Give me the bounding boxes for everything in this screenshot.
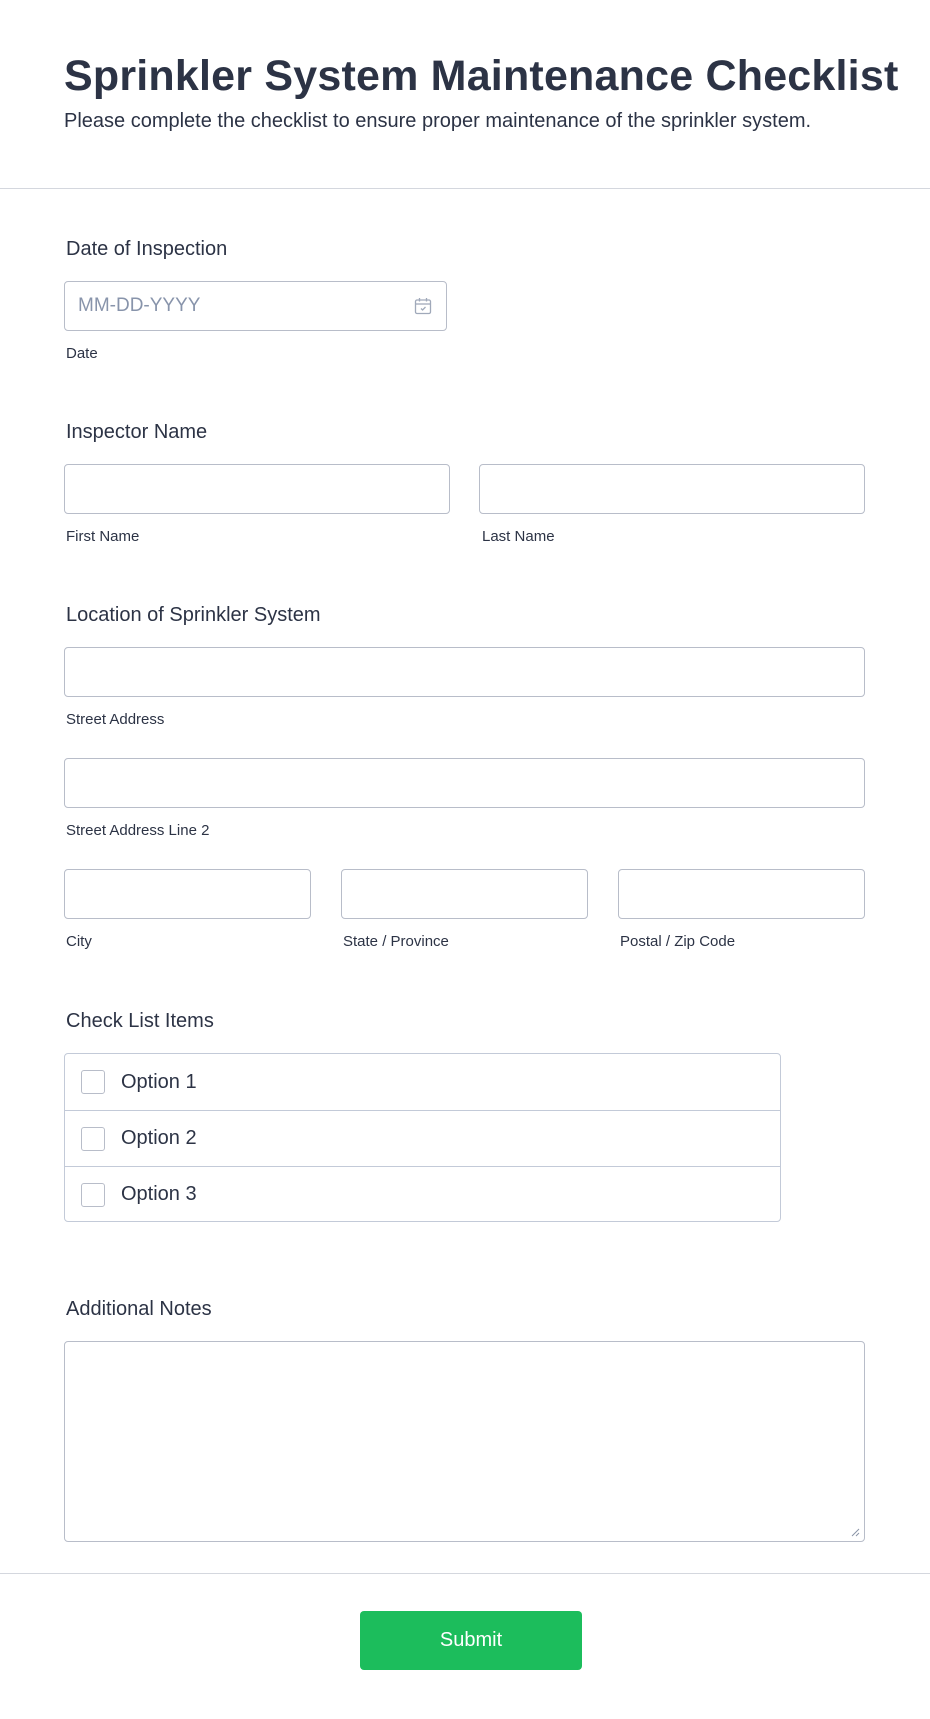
checklist-group bbox=[64, 1053, 781, 1222]
last-name-input[interactable] bbox=[479, 464, 865, 514]
date-label: Date of Inspection bbox=[66, 238, 228, 260]
state-sublabel: State / Province bbox=[343, 933, 449, 950]
checklist-option-1[interactable] bbox=[65, 1054, 780, 1110]
first-name-sublabel: First Name bbox=[66, 528, 140, 545]
form-header bbox=[0, 0, 930, 189]
last-name-sublabel: Last Name bbox=[482, 528, 555, 545]
location-label: Location of Sprinkler System bbox=[66, 604, 321, 626]
form-title: Sprinkler System Maintenance Checklist bbox=[64, 52, 899, 100]
inspector-label: Inspector Name bbox=[66, 421, 208, 443]
submit-button[interactable]: Submit bbox=[360, 1611, 582, 1670]
city-input[interactable] bbox=[64, 869, 311, 919]
checkbox[interactable] bbox=[81, 1070, 105, 1094]
state-input[interactable] bbox=[341, 869, 588, 919]
checklist-option-label[interactable]: Option 2 bbox=[121, 1127, 197, 1149]
street-address-sublabel: Street Address bbox=[66, 711, 165, 728]
checklist-option-label[interactable]: Option 3 bbox=[121, 1183, 197, 1205]
checklist-option-label[interactable]: Option 1 bbox=[121, 1070, 197, 1093]
notes-label: Additional Notes bbox=[66, 1298, 212, 1320]
date-sublabel: Date bbox=[66, 345, 98, 362]
first-name-input[interactable] bbox=[64, 464, 450, 514]
street-address-line2-sublabel: Street Address Line 2 bbox=[66, 822, 210, 839]
checklist-option-3[interactable] bbox=[65, 1166, 780, 1222]
date-placeholder: MM-DD-YYYY bbox=[78, 295, 201, 316]
date-input[interactable] bbox=[64, 281, 447, 331]
checklist-label: Check List Items bbox=[66, 1010, 214, 1032]
zip-sublabel: Postal / Zip Code bbox=[620, 933, 736, 950]
checkbox[interactable] bbox=[81, 1127, 105, 1151]
street-address-line2-input[interactable] bbox=[64, 758, 865, 808]
footer-divider bbox=[0, 1573, 930, 1574]
checklist-option-2[interactable] bbox=[65, 1110, 780, 1166]
zip-input[interactable] bbox=[618, 869, 865, 919]
city-sublabel: City bbox=[66, 933, 92, 950]
calendar-icon[interactable] bbox=[414, 297, 432, 315]
street-address-input[interactable] bbox=[64, 647, 865, 697]
resize-handle-icon[interactable] bbox=[850, 1527, 860, 1537]
checkbox[interactable] bbox=[81, 1183, 105, 1207]
notes-textarea[interactable] bbox=[64, 1341, 865, 1542]
form-subtitle: Please complete the checklist to ensure proper maintenance of the sprinkler system. bbox=[64, 110, 812, 132]
